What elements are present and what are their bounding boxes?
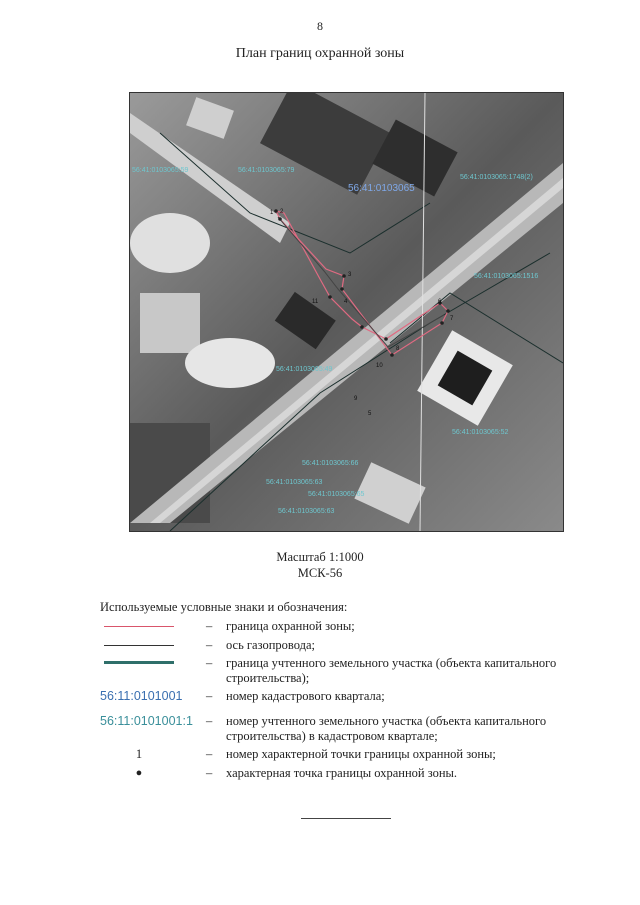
legend-item: – ось газопровода; [100,638,600,654]
legend-item: ● – характерная точка границы охранной зоны. [100,766,600,782]
quarter-label: 56:41:0103065 [348,183,415,194]
aerial-photo [130,93,563,531]
legend-item: – граница охранной зоны; [100,619,600,635]
point-label: 7 [450,316,454,322]
point-label: 5 [368,411,372,417]
crs-label: МСК-56 [297,566,343,580]
parcel-label: 56:41:0103065:1748(2) [460,174,533,181]
legend-item: 56:11:0101001 – номер кадастрового квартала; [100,689,385,703]
legend-item: 1 – номер характерной точки границы охранной зоны; [135,747,496,761]
parcel-label: 56:41:0103065:52 [452,429,509,436]
map-plan [129,92,564,532]
page-title: План границ охранной зоны [235,46,405,61]
point-label: 4 [344,299,348,305]
point-label: 2 [280,209,284,215]
parcel-label: 56:41:0103065:63 [266,479,323,486]
parcel-label: 56:41:0103065:79 [238,167,295,174]
legend-item: – граница учтенного земельного участка (объекта капитального строительства); [100,656,600,688]
parcel-label: 56:41:0103065:63 [278,508,335,515]
divider [301,818,391,819]
parcel-label: 56:41:0103065:65 [308,491,365,498]
point-dot-icon: ● [135,767,143,779]
legend-heading: Используемые условные знаки и обозначения: [100,600,348,614]
page-number: 8 [317,19,323,33]
point-label: 6 [438,299,442,305]
point-label: 9 [354,396,358,402]
parcel-label: 56:41:0103065:66 [302,460,359,467]
parcel-label: 56:41:0103065:1516 [474,273,539,280]
legend-item: 56:11:0101001:1 – номер учтенного земельного участка (объекта капитального строительства) в кадастровом квартале; [100,714,547,743]
zone-boundary-line-symbol [104,626,174,627]
point-label: 8 [396,346,400,352]
parcel-boundary-line-symbol [104,661,174,664]
point-label: 11 [312,299,319,305]
point-label: 3 [348,272,352,278]
point-label: 1 [270,210,274,216]
point-label: 10 [376,363,383,369]
scale-block [0,549,640,581]
scale-label: Масштаб 1:1000 [276,550,364,564]
parcel-label: 56:41:0103065:49 [276,366,333,373]
pipe-axis-line-symbol [104,645,174,646]
parcel-label: 56:41:0103065:59 [132,167,189,174]
